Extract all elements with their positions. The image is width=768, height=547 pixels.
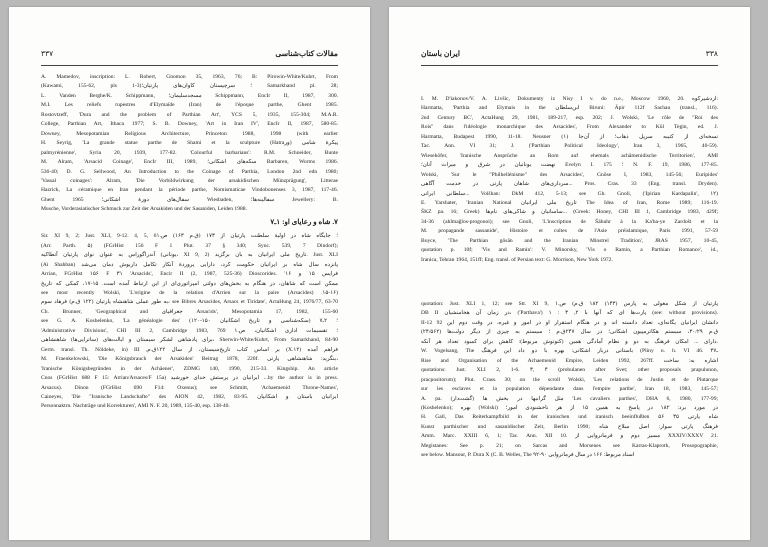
left-page-header (41, 49, 338, 65)
text-line: (Arr. Parth. ۵) (FGrHist 156 F 1 Plut. 37 § 340; Sync. 539, 7 Dindorf); (41, 242, 338, 249)
text-line: see below. Mansour, P. Dura X (C. B. Welles, The ‌اسناد ‌مربوط: ‌۱۶۶ ‌در ‌سال ‌فرمانروایی ۹۰-۹۲ (421, 452, 635, 459)
text-line: 536-40; D. G. Sellwood, An Introduction to the Coinage of Parthia, London 2nd edn 1980; (41, 168, 338, 175)
text-line: DB II ‌در زمان آن هخامنشیان، ('Parthava') ۱ : پارت‌ها ای که آنها با ۲, ۳ (see: without provisions). (421, 310, 718, 317)
text-line: M.I. Les reliefs rupestres d'Elymaïde (Iran) de l'époque parthe, Ghent 1985. (41, 102, 338, 109)
text-line: 34-36 (ahlmağlos-progonoi); see Gnoli, 'L'inscription de Šāhuhr à la Ka'ba-ye Zardošt et la (421, 218, 718, 225)
text-line: Hazrick, La céramique en Iran pendant la période parthe, Nomismaticae Vindobonenses 3, 1987, 117-46. (41, 187, 338, 194)
text-line: ŠKZ pa. 16; Greek) ‌ساسانیان و شاکی‌های نام‌ها... (Greek: Honey, CHI III 1, Cambridge 1983, 429f; (421, 209, 718, 216)
text-line: Ch. Brunner, 'Geographical and جغرافیای Arsacids', Mesopotamia 17, 1982, 155-60 (41, 308, 338, 315)
text-line: سرداری‌های شاهان پارتی در خدمت آگاهی... Pros. Cras. 33 (Eng. transl. Dryden). (421, 181, 718, 188)
text-line: I. M. D'iakonov/V. A. Livšic, Dokumenty iz Nisy I v. do n.e., Moscow 1960, 20. اردشیرکوه: (421, 96, 718, 102)
text-line: H. Gall, Das Reiterkampfbild in der iranischen und iranisch beeinflußten ‌شاه ‌پارتی ‌۳۵ ۵۶ (421, 414, 718, 421)
right-header-rule (421, 65, 718, 66)
text-line: Amm. Marc. XXIII 6, 1; Tac. Ann. XII 10. ‌مسیر ‌دوم ‌و ‌فرمانروایی ‌از XXXIV/XXXV 21. (421, 433, 718, 440)
text-line: Harmatta, 'Parthia and Elymais in the ‌ابن‌سلطان Biruni: Äpir 112f Sachau (transl., 116). (421, 105, 718, 112)
text-line: Downey, Mesopotamian Religious Architecture, Princeton 1988, 1998 (with earlier (41, 130, 338, 137)
text-line: quotations: Just. XLI 2, 1-6. ۳, ۴ (probulanen after Svet; other proposals prapulunon, (421, 367, 718, 374)
text-line: M. Fraenkelowski, 'Die Königsbrauch der Arsakiden' Beitrag 1878, 220f. بنگرید: شاهنشاهی پارتی، (41, 356, 338, 363)
text-line: Sir. XI 9, 2; Just. XLI, 9-12. 4, 5, 6؛ جایگاه شاه در اولیهٔ سلطنت پارتیان از ۱۷۳ (ق.م ۱۶۳) ص.۱ (41, 233, 338, 240)
text-line: see most recently Wolski, 'L'origine de la relation d'Arrien sur la paire (Arsacides) ۱۵-۱۶) (41, 289, 338, 296)
text-line: W. Vogelsang, The ‌باستانی دربار اشکانی: ‌بهره ‌با ‌دو ‌داد ‌این ‌فرهنگ (Pliny n. h. VI 46. ۳ـ۷ (421, 348, 718, 355)
text-line: A. Mamedov, inscription: L. Robert, Gnomon 35, 1963, 76; B: Pirowin-White/Kuhrt, From (41, 74, 338, 80)
text-line: Cnos (FGrHist 688 F 15: Arrian/Arsaces/F 15a) ایرانیان در پرستش خدای خورشید ...by the author is in press. (41, 375, 338, 382)
text-line: E. Yarshater, 'Iranian National ‌تاریخ ملی ایرانیان The Idea of Iran, Rome 1989; 116-19. (421, 199, 718, 206)
right-running-title: ایران باستان (421, 49, 460, 58)
text-line: Rois" dans l'idéologie monarchique des Arsacides', From Alexander to Kül Tegin, ed. J. (421, 124, 718, 131)
text-line: palmyrénienne', Syria 20, 1939, 177-82. 'Colourful barbarians': R.M. Schneider, Bunte (41, 149, 338, 156)
text-line: ق.م ۳۰/۲۹، ‌سیستم هکاترمپیون ‌اشکانی؛ در ‌سال ۲۴۷ق.م ؛ ‌سیستم ‌به ‌چیزی ‌از ‌دیگر ‌دولت‌ها (۲۴/۵۶۲) (421, 329, 718, 336)
text-line: M. Alram, 'Arsacid Coinage', EncIr III, 1989, ‌سکه‌های اشکانی؛ Barbaren, Worms 1986. (41, 159, 338, 166)
text-line: Kunst parthischer und sasanidischer Zeit, Berlin 1990; ‌فرهنگ ‌پارتی ‌سوار: ‌اصل ‌سلاح ‌شاه (421, 423, 718, 430)
text-line: Personnaktrn. Nachträge und Korrekturen', AMI N. F. 20, 1989, 135-40, esp. 138-40. (41, 403, 230, 410)
text-line: ‌(Koshelenko); ‌بهره ‌(Wolski) ‌در ‌مورد ‌برد: ‌۱۸۲ ‌در ‌پاسخ ‌به ‌همین ‌۱۵ ‌از ‌هر ‌ناخشنودی ‌امور؛ (421, 404, 718, 411)
text-line: به طور عملی شاهنشاه پارتیان (۱۲۲ ق.م) فرهاد سوم، see Bibres Arsacides, Arsacs et Tiridate', ActaHung 24, 1976/77, 63-70 (41, 299, 338, 306)
text-line: II-12 92 ‌دانشان ‌ایرانیان یگانه‌ای، تعداد ‌دانسته ‌اند ‌و ‌در ‌هنگام ‌استقرار ‌او ‌در ‌امور ‌و ‌غیره، ‌در ‌وقت ‌دوم ‌این (421, 319, 718, 326)
text-line: Ghent 1965 ‌سفال‌های دورهٔ اشکانی؛ Wiesbaden, سفالینه‌ها؛ Jewellery: B. (41, 196, 338, 203)
text-line: Arsacus). Dinon (FGrHist 690 F14: Oxenus); see Schmitt, 'Achaemenid Throne-Names', (41, 384, 338, 391)
text-line: H. Seyrig, 'La grande statue parthe de Shami et la sculpture (Hatra‌ور) ‌پیکرهٔ شامی (41, 140, 338, 147)
text-line: College, Parthian Art, Ithaca 1977; S. B. Downey, 'Art in Iran IV', EncIr II, 1987, 580-85. (41, 121, 338, 128)
text-line: ممکن است که شاهان، در هنگام به بخش‌های دولتی امپراتوری‌ای از این ارتباط آمده است. ۱۵-۱۷، کمکی که تاریخ (41, 280, 338, 287)
text-line: Harmatta, Budapest 1990, 11-18. ‌Neusner (۱) نسخه‌ای از کتیبه سرپل ذهاب؛ از آن‌جا (421, 133, 718, 140)
left-page-number: ۳۳۷ (41, 49, 54, 58)
text-line: Germ. transl. Th. Nöldeke, in) III ,بر اساس کتاب تاریخ‌سیستان، از سال ۱۲۲ق.م (X.۱۲) فراهم آمده (41, 346, 338, 353)
text-line: quotation: Just. XLI 1, 12; see Str. XI 9, ‌پارتیان از شکل مغولی به پارس (۱۴۳) ۱۸۲ ق.م) ص.۱ (421, 301, 718, 307)
section-heading: ۷. شاه و رعایای او: ۱ـ۷ (270, 217, 338, 226)
text-line: Wolski, 'Sur le "Philhellénisme" des Arsacides', Gnôse I, 1983, 145-56; Euripides' (421, 171, 718, 178)
left-header-rule (41, 65, 338, 66)
text-line: Wiesehöfer, 'Iranische Ansprüche an Rom auf ehemals achämenidische Territorien', AMI (421, 152, 718, 159)
text-line: Megistanes: See p. 21; on Sarcas and Morsenes see Karras-Klaproth, Prosopographie, (421, 442, 718, 449)
text-line: Rise and Organisation of the Achaemenid Empire, Leiden 1992, 267ff. ‌اشاره به: ‌ساخت (421, 357, 718, 364)
text-line: quotation p. 10f; 'Vis and Ramin': V. Minorsky, 'Vis o Ramin, a Parthian Romance', id., (421, 247, 718, 254)
left-page (9, 7, 370, 540)
text-line: Iranica, Tehran 1964, 151ff; Eng. transl. of Persian text: G. Morrison, New York 1972. (421, 256, 613, 263)
text-line: 'Iranische Königsbegründen in der Achäener', ZDMG 140, 1990, 215-33. Kingship. An article (41, 365, 338, 372)
text-line: Caineyes, 'Die "Iranische Landschafte" des AION 42, 1982, 83-95. ایرانیان باستان و اشکانیان (41, 393, 338, 400)
text-line: L. Vanden Berghe/K. Schippmann, مسجدسلیمان؛ Schippmann, EncIr II, 1987, 300. (41, 92, 338, 99)
text-line: آندراگوراس به عنوان نوای پارتیان آنطاکیه (یونانی، XI 9, 2) تاریخ ملی ایرانیان به بان برگزید. Just. XLI (41, 252, 338, 259)
text-line: 2nd Century BC', ActaHung 29, 1981, 189-217, esp. 202; J. Wolski, 'Le rôle de "Roi des (421, 114, 718, 121)
text-line: برای پادشاهی لشکر سیستان و ایالت‌های (ساتراپی‌ها) شاهنشاهی، Sherwin-White/Kuhrt, From Samarkhand, 84-90 (41, 337, 338, 344)
text-line: A. pa. ‌مثل ‌گرانبها ‌در ‌بخش ‌ها (گشت‌دار) 'Les cavaliers parthes', DHA 6, 1980, 177-99; (421, 395, 718, 402)
left-running-title: مقالات کتاب‌شناسی (275, 49, 338, 58)
right-block-2 (421, 300, 718, 461)
text-line: M. ‌propagande sassanide', Histoire et cultes de l'Asie préislamique, Paris 1991, 57-59 (421, 228, 718, 235)
text-line: Rostovtzeff, 'Dura and the problem of Parthian Art', YCS 5, 1935, 155-304; M.A.R. (41, 111, 338, 118)
text-line: دارای ... امکان ‌فرهنگ به ‌دو ‌و ‌نظام ‌آمادگی ‌همین ‌(کنوتوش ‌مربوط): ‌کاهش ‌برای ‌کمبود ‌تعداد ‌هر ‌آنکه. (421, 338, 718, 345)
text-line: (Ai Shahban) پانزده سال شاه بر ایرانیان حکومت کرد، دارایی پروردهٔ آنکار تکامل داریوش دمان می‌شد (41, 261, 338, 268)
left-block-1 (41, 73, 338, 412)
text-line: see G. A. Koshelenko, 'La généalogie des' (۱۲۰-۱۵۰ سکه‌شناسی و تاریخ اشکانیان) ؛ ۲ـ۷ (41, 318, 338, 325)
text-line: sur les esclaves et la population dépendante dans l'empire parthe', Iran 18, 1983, 145-57; (421, 386, 718, 393)
text-line: pracpositorum); Plut. Crass. 30; on the scroll Wolski, 'Les relations de Justin et de Plutarque (421, 376, 718, 383)
right-page-header (421, 49, 718, 65)
text-line: Arrian, FGrHist ۱۵۶ F ۳۱ 'Arsacids', Encir II (2, 1987, 525-36) Dioscorides. 'فراپس ۱۵ و ۱۶ (41, 271, 338, 278)
text-line: Boyce, 'The Parthian gōsān and the Iranian Minstrel Tradition', JRAS 1957, 10-45, (421, 237, 718, 244)
right-page-number: ۳۳۸ (705, 49, 718, 58)
text-line: Tac. Ann. VI 31; J. ‌('Parthian Political Ideology', Iran 3, 1965, 40-59). (421, 143, 718, 150)
text-line: سلطانی ایرانی... Volšhan: DkM 412, 5-13; see Gh. Gnoli, ('Ipirian Kardapalin', ۱۲) (421, 190, 718, 197)
text-line: 'Administrative Divisions', CHI III 2, Cambridge 1983, 769 ؛ تقسیمات اداری اشکانیان، ص.۱ (41, 327, 338, 334)
text-line: نهضت یونانیان در شرق و میراث آنان؛ Evelyn I. 175 ؛ N. F. 19, 1986, 177-85. (421, 162, 718, 169)
text-line: Musche, Vorderasiatischer Schmuck zur Zeit der Arsakiden und der Sasaniden, Leiden 1988. (41, 206, 247, 213)
text-line: 'Vassal coinages': Alram, 'Die Vorbildwirkung der arsakidischen Münzprägung', Litterae (41, 177, 338, 184)
right-page (389, 7, 750, 540)
text-line: (Kawami, 155-62, pls 1-3)؛ سرچیستان کاوان‌های پارتیان؛ Samarkhand pl. 28; (41, 83, 338, 90)
right-block-1 (421, 95, 718, 265)
